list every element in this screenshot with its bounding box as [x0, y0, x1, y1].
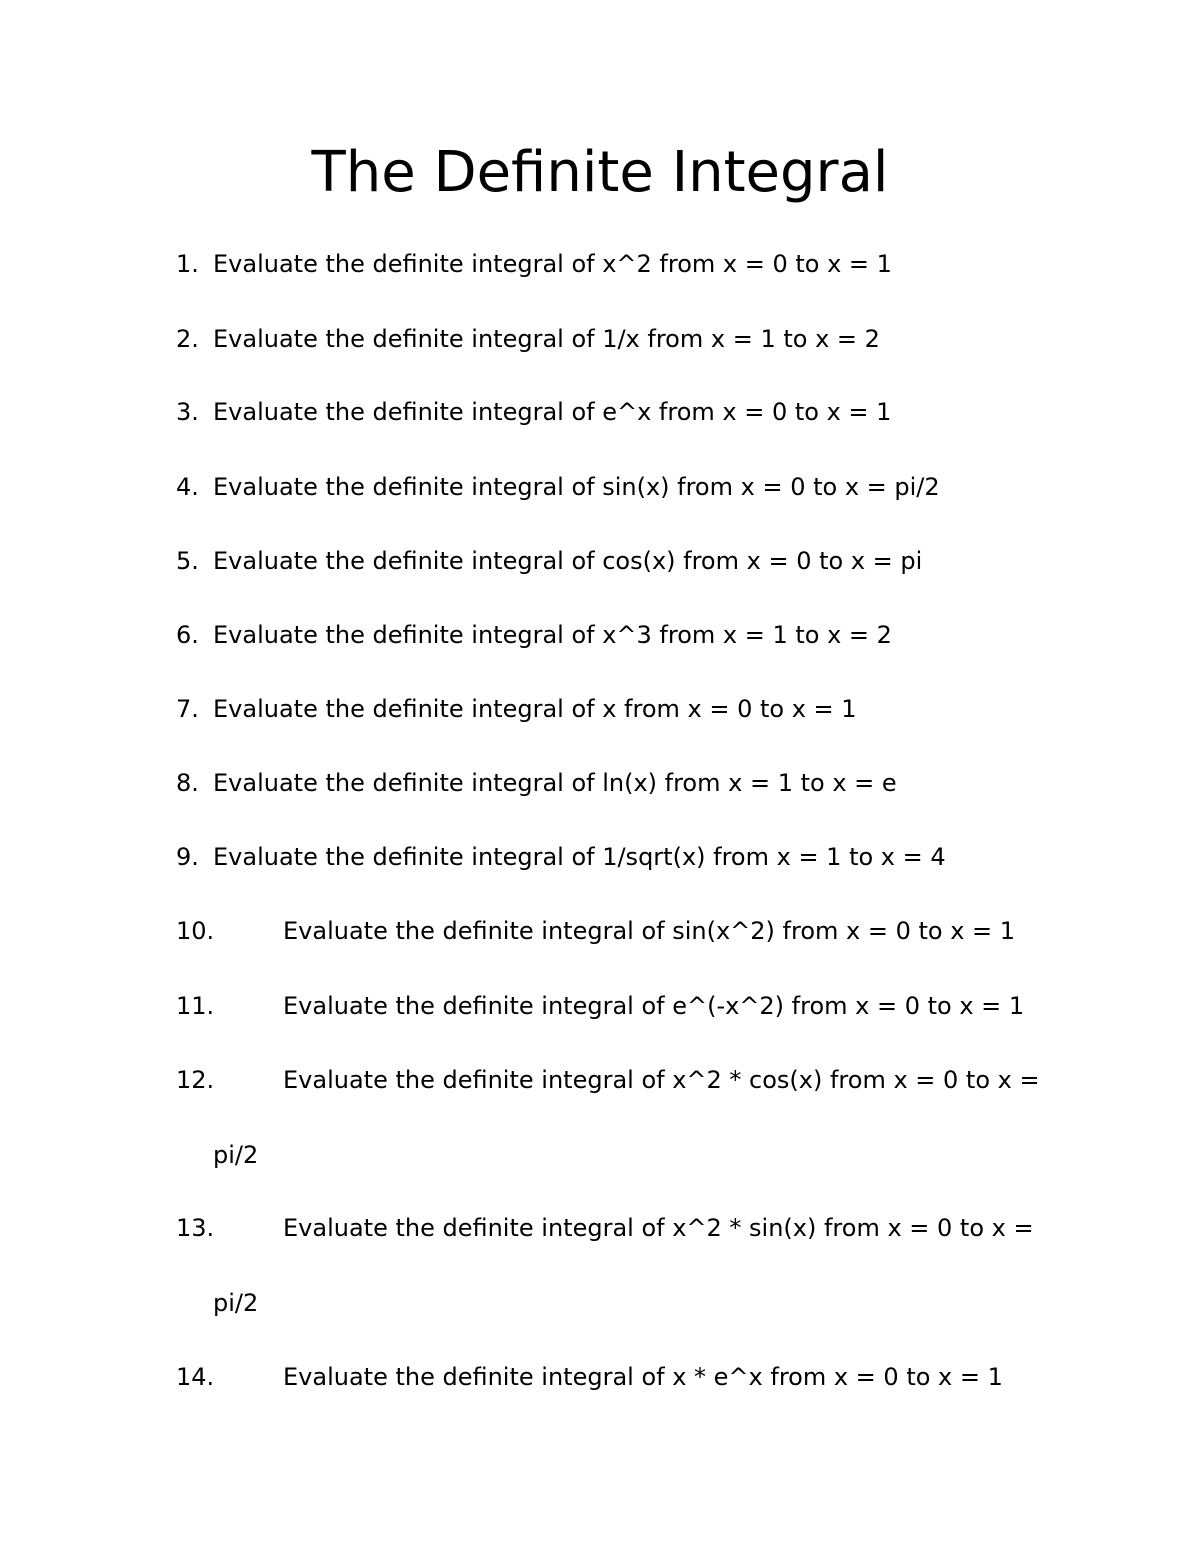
question-number: 4.	[176, 473, 199, 501]
question-text: Evaluate the definite integral of e^(-x^2) from x = 0 to x = 1	[283, 992, 1025, 1020]
question-number: 2.	[176, 325, 199, 353]
question-number: 3.	[176, 398, 199, 426]
question-number: 12.	[176, 1066, 215, 1094]
question-text: Evaluate the definite integral of 1/sqrt(x) from x = 1 to x = 4	[213, 843, 946, 871]
question-text: Evaluate the definite integral of cos(x) from x = 0 to x = pi	[213, 547, 923, 575]
question-continuation: pi/2	[213, 1289, 259, 1317]
question-number: 6.	[176, 621, 199, 649]
question-text: Evaluate the definite integral of sin(x^2) from x = 0 to x = 1	[283, 917, 1016, 945]
question-number: 14.	[176, 1363, 215, 1391]
page-title: The Definite Integral	[311, 140, 889, 205]
question-text: Evaluate the definite integral of x * e^x from x = 0 to x = 1	[283, 1363, 1003, 1391]
question-text: Evaluate the definite integral of x from x = 0 to x = 1	[213, 695, 857, 723]
question-text: Evaluate the definite integral of x^2 * cos(x) from x = 0 to x =	[283, 1066, 1040, 1094]
question-text: Evaluate the definite integral of ln(x) from x = 1 to x = e	[213, 769, 897, 797]
question-text: Evaluate the definite integral of 1/x from x = 1 to x = 2	[213, 325, 880, 353]
question-text: Evaluate the definite integral of e^x from x = 0 to x = 1	[213, 398, 892, 426]
question-number: 9.	[176, 843, 199, 871]
question-number: 1.	[176, 250, 199, 278]
question-number: 8.	[176, 769, 199, 797]
question-text: Evaluate the definite integral of x^3 from x = 1 to x = 2	[213, 621, 892, 649]
question-number: 10.	[176, 917, 215, 945]
question-number: 5.	[176, 547, 199, 575]
question-continuation: pi/2	[213, 1141, 259, 1169]
question-text: Evaluate the definite integral of x^2 * sin(x) from x = 0 to x =	[283, 1214, 1034, 1242]
question-number: 13.	[176, 1214, 215, 1242]
question-text: Evaluate the definite integral of x^2 from x = 0 to x = 1	[213, 250, 892, 278]
question-number: 7.	[176, 695, 199, 723]
question-text: Evaluate the definite integral of sin(x) from x = 0 to x = pi/2	[213, 473, 940, 501]
question-number: 11.	[176, 992, 215, 1020]
